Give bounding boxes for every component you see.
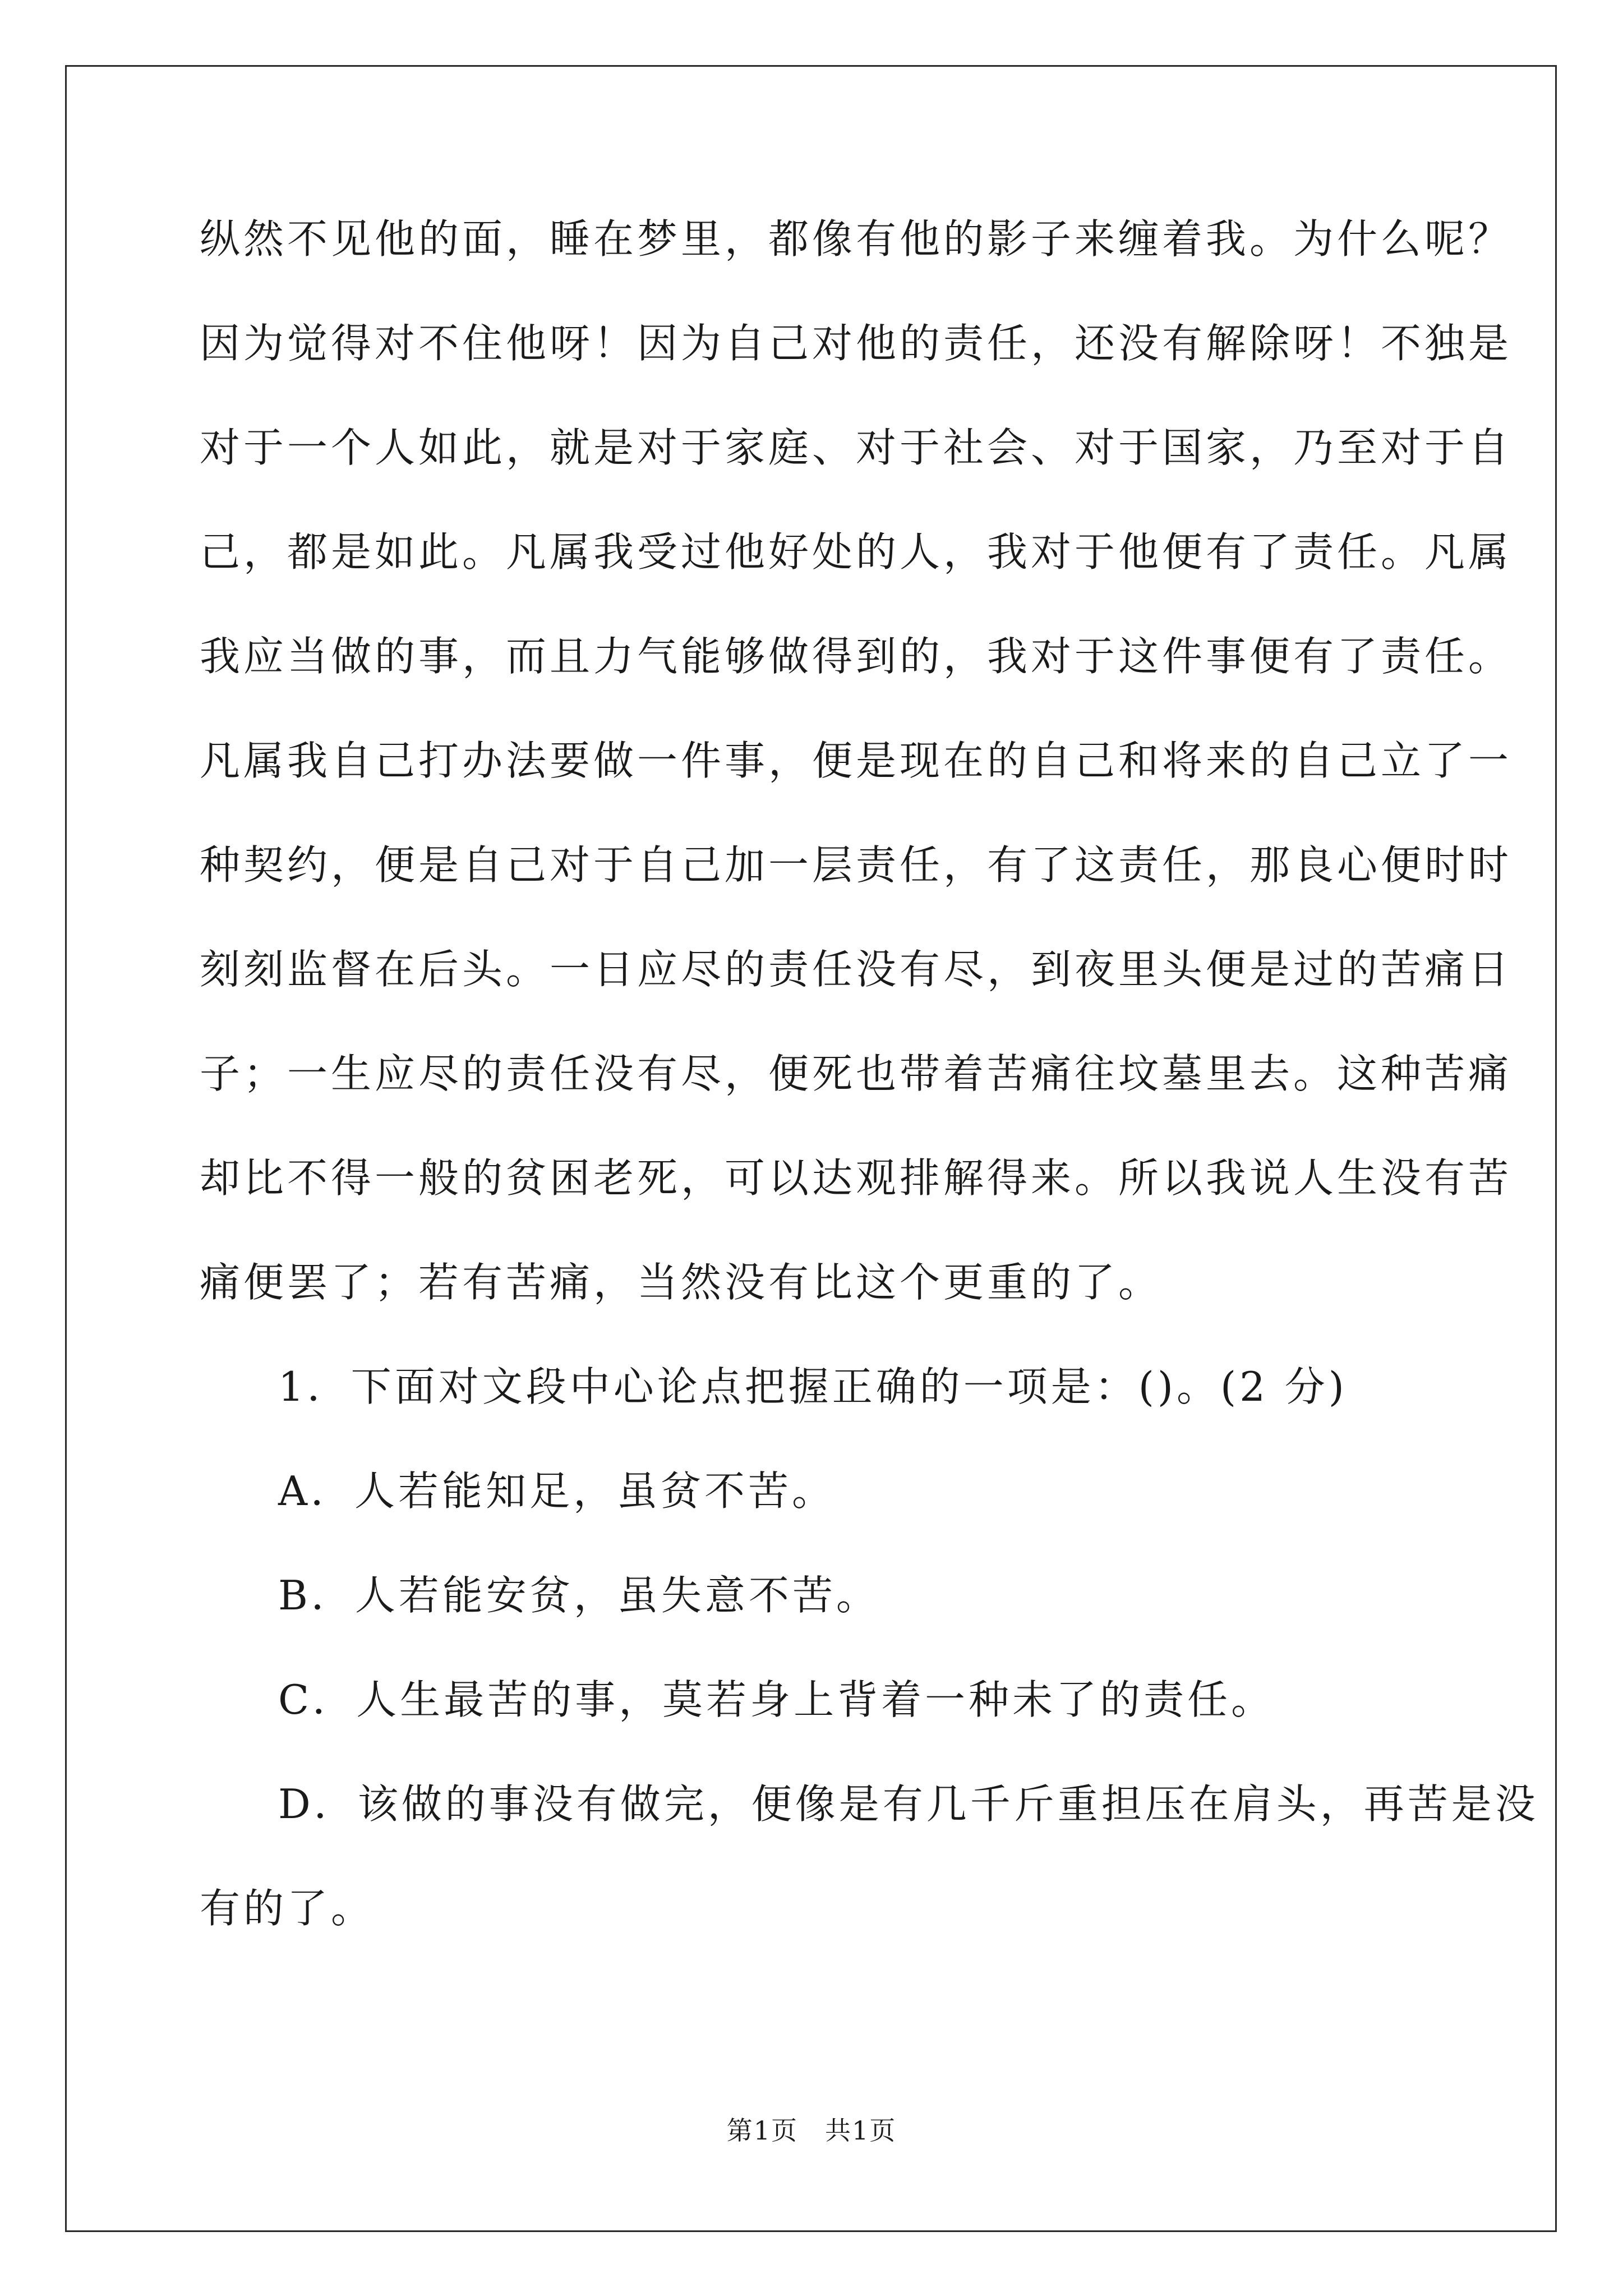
paragraph-line: 纵然不见他的面，睡在梦里，都像有他的影子来缠着我。为什么呢？ [200, 215, 1513, 263]
paragraph-line: 却比不得一般的贫困老死，可以达观排解得来。所以我说人生没有苦 [200, 1154, 1513, 1202]
option-a: A．人若能知足，虽贫不苦。 [278, 1467, 836, 1515]
option-d: D．该做的事没有做完，便像是有几千斤重担压在肩头，再苦是没 [278, 1780, 1539, 1828]
paragraph-line: 对于一个人如此，就是对于家庭、对于社会、对于国家，乃至对于自 [200, 424, 1513, 471]
paragraph-line: 我应当做的事，而且力气能够做得到的，我对于这件事便有了责任。 [200, 633, 1513, 680]
option-d-continuation: 有的了。 [200, 1885, 375, 1932]
page-footer: 第1页 共1页 [726, 2115, 897, 2146]
paragraph-line: 因为觉得对不住他呀！因为自己对他的责任，还没有解除呀！不独是 [200, 320, 1513, 367]
paragraph-line: 子；一生应尽的责任没有尽，便死也带着苦痛往坟墓里去。这种苦痛 [200, 1050, 1513, 1097]
paragraph-line: 种契约，便是自己对于自己加一层责任，有了这责任，那良心便时时 [200, 841, 1513, 889]
question-stem: 1．下面对文段中心论点把握正确的一项是：()。(2 分) [278, 1363, 1348, 1410]
option-b: B．人若能安贫，虽失意不苦。 [278, 1572, 880, 1619]
paragraph-line: 痛便罢了；若有苦痛，当然没有比这个更重的了。 [200, 1259, 1163, 1306]
paragraph-line: 刻刻监督在后头。一日应尽的责任没有尽，到夜里头便是过的苦痛日 [200, 946, 1513, 993]
paragraph-line: 凡属我自己打办法要做一件事，便是现在的自己和将来的自己立了一 [200, 737, 1513, 784]
option-c: C．人生最苦的事，莫若身上背着一种未了的责任。 [278, 1676, 1275, 1723]
paragraph-line: 己，都是如此。凡属我受过他好处的人，我对于他便有了责任。凡属 [200, 528, 1513, 576]
